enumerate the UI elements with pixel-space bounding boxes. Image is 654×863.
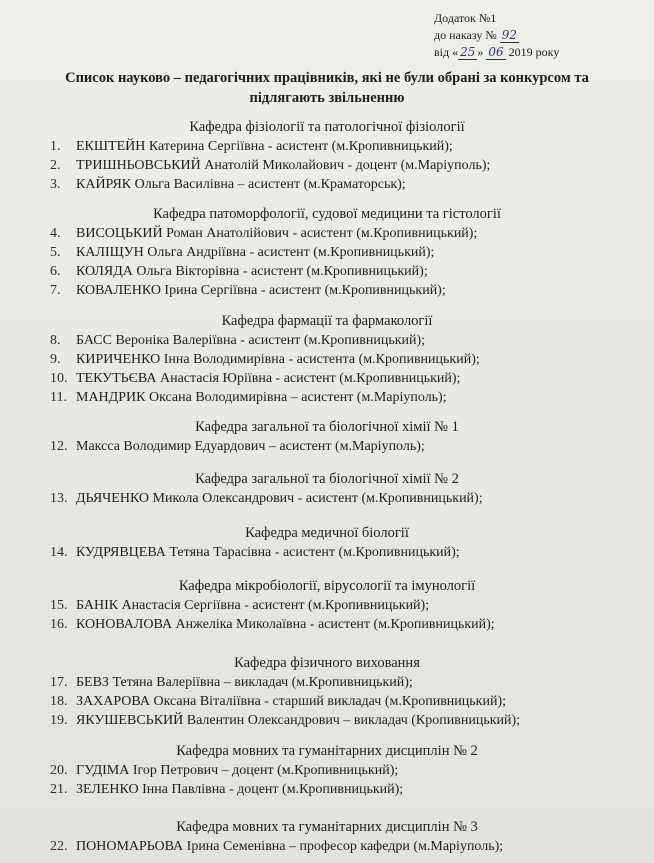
list-item: 9. КИРИЧЕНКО Інна Володимирівна - асистента (м.Кропивницький); xyxy=(50,352,480,367)
department-title: Кафедра фізичного виховання xyxy=(234,655,420,671)
list-item: 14. КУДРЯВЦЕВА Тетяна Тарасівна - асистент (м.Кропивницький); xyxy=(50,545,460,560)
list-item: 16. КОНОВАЛОВА Анжеліка Миколаївна - асистент (м.Кропивницький); xyxy=(50,617,495,632)
department-title: Кафедра фармації та фармакології xyxy=(221,313,433,329)
date-prefix: від « xyxy=(434,45,459,59)
department-section xyxy=(0,312,654,407)
heading-line-1: Список науково – педагогічних працівників, які не були обрані за конкурсом та xyxy=(65,70,589,86)
department-title: Кафедра мовних та гуманітарних дисциплін № 2 xyxy=(176,743,478,759)
list-item: 13. ДЬЯЧЕНКО Микола Олександрович - асистент (м.Кропивницький); xyxy=(50,491,483,506)
department-section xyxy=(0,524,654,562)
department-title: Кафедра мікробіології, вірусології та імунології xyxy=(178,578,476,594)
list-item: 10. ТЕКУТЬЄВА Анастасія Юріївна - асистент (м.Кропивницький); xyxy=(50,371,461,386)
department-section xyxy=(0,654,654,730)
document-heading xyxy=(0,68,654,108)
list-item: 15. БАНІК Анастасія Сергіївна - асистент (м.Кропивницький); xyxy=(50,598,430,613)
date-day: 25 xyxy=(460,45,476,59)
department-title: Кафедра мовних та гуманітарних дисциплін № 3 xyxy=(176,819,478,835)
list-item: 22. ПОНОМАРЬОВА Ірина Семенівна – професор кафедри (м.Маріуполь); xyxy=(50,839,504,854)
department-section xyxy=(0,742,654,799)
department-section xyxy=(0,418,654,456)
date-mid: » xyxy=(477,45,484,59)
department-title: Кафедра загальної та біологічної хімії № 2 xyxy=(195,471,459,487)
appendix-block xyxy=(434,10,634,61)
department-section xyxy=(0,577,654,634)
list-item: 20. ГУДІМА Ігор Петрович – доцент (м.Кропивницький); xyxy=(50,763,399,778)
list-item: 7. КОВАЛЕНКО Ірина Сергіївна - асистент (м.Кропивницький); xyxy=(50,283,446,298)
list-item: 11. МАНДРИК Оксана Володимирівна – асистент (м.Маріуполь); xyxy=(50,390,447,405)
department-title: Кафедра загальної та біологічної хімії № 1 xyxy=(195,419,459,435)
date-month: 06 xyxy=(488,45,504,59)
department-title: Кафедра патоморфології, судової медицини та гістології xyxy=(153,206,501,222)
department-title: Кафедра медичної біології xyxy=(245,525,409,541)
list-item: 19. ЯКУШЕВСЬКИЙ Валентин Олександрович – викладач (Кропивницький); xyxy=(50,713,521,728)
list-item: 12. Максса Володимир Едуардович – асистент (м.Маріуполь); xyxy=(50,439,425,454)
department-section xyxy=(0,205,654,300)
department-section xyxy=(0,818,654,856)
list-item: 4. ВИСОЦЬКИЙ Роман Анатолійович - асистент (м.Кропивницький); xyxy=(50,226,478,241)
list-item: 1. ЕКШТЕЙН Катерина Сергіївна - асистент (м.Кропивницький); xyxy=(50,139,453,154)
order-number: 92 xyxy=(501,28,518,42)
department-section xyxy=(0,470,654,508)
list-item: 18. ЗАХАРОВА Оксана Віталіївна - старший викладач (м.Кропивницький); xyxy=(50,694,507,709)
list-item: 21. ЗЕЛЕНКО Інна Павлівна - доцент (м.Кропивницький); xyxy=(50,782,404,797)
list-item: 5. КАЛІЩУН Ольга Андріївна - асистент (м.Кропивницький); xyxy=(50,245,435,260)
appendix-title: Додаток №1 xyxy=(434,11,497,25)
heading-line-2: підлягають звільненню xyxy=(249,90,405,106)
list-item: 6. КОЛЯДА Ольга Вікторівна - асистент (м.Кропивницький); xyxy=(50,264,428,279)
date-year: 2019 року xyxy=(508,45,560,59)
list-item: 3. КАЙРЯК Ольга Василівна – асистент (м.Краматорськ); xyxy=(50,177,406,192)
department-title: Кафедра фізіології та патологічної фізіології xyxy=(189,119,465,135)
list-item: 8. БАСС Вероніка Валеріївна - асистент (м.Кропивницький); xyxy=(50,333,426,348)
order-number-line xyxy=(434,27,634,44)
department-section xyxy=(0,118,654,194)
list-item: 17. БЕВЗ Тетяна Валеріївна – викладач (м.Кропивницький); xyxy=(50,675,413,690)
order-date-line xyxy=(434,44,634,61)
order-prefix: до наказу № xyxy=(434,28,497,42)
list-item: 2. ТРИШНЬОВСЬКИЙ Анатолій Миколайович - доцент (м.Маріуполь); xyxy=(50,158,491,173)
